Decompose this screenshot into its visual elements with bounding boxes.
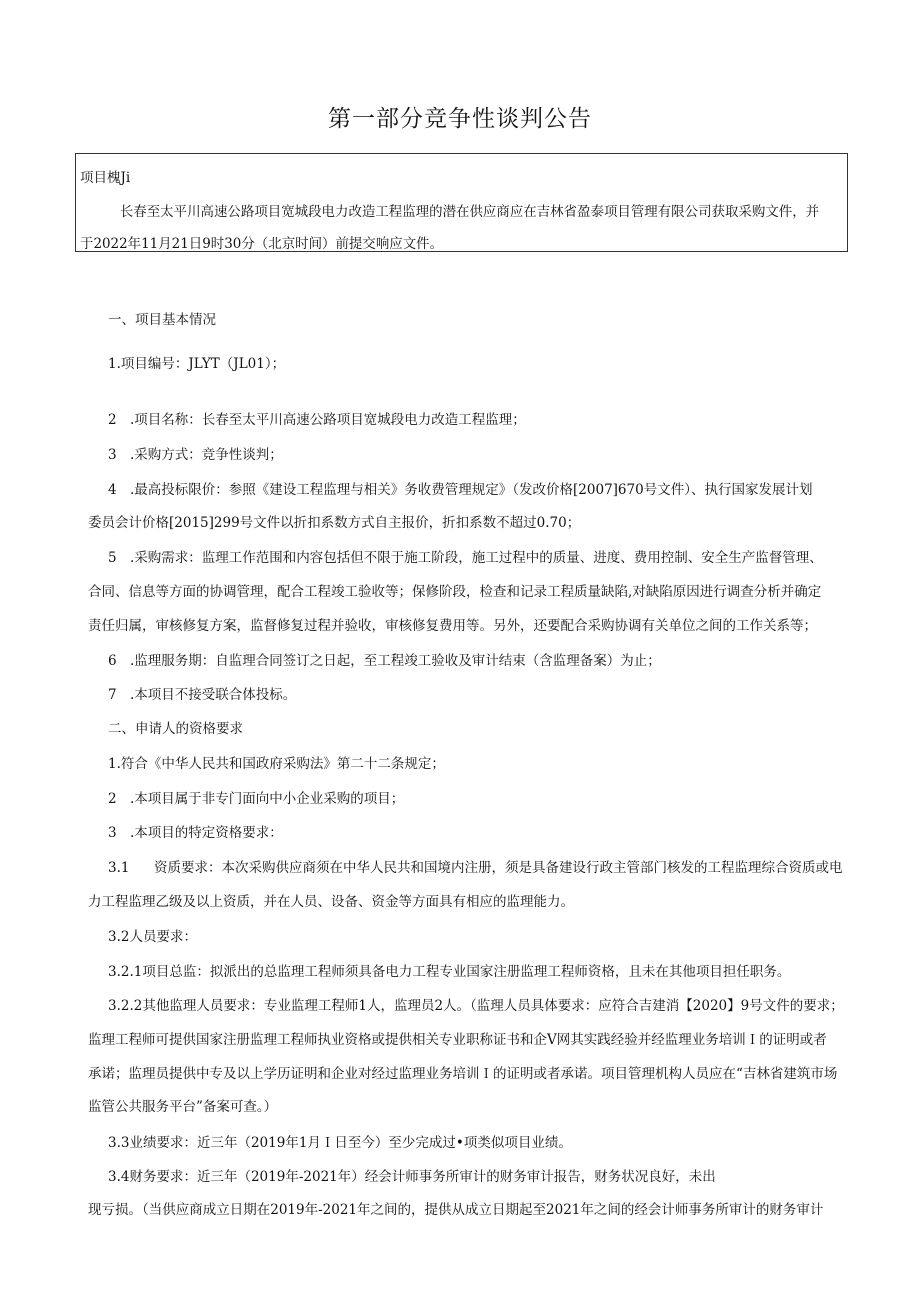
item-4-price-cap — [108, 480, 812, 500]
item-number: 3.1 — [108, 860, 130, 876]
item-5-line-2: 合同、信息等方面的协调管理，配合工程竣工验收等；保修阶段，检查和记录工程质量缺陷,对缺陷原因进行调查分析并确定 — [88, 584, 822, 600]
req-3-1-line-2: 力工程监理乙级及以上资质，并在人员、设备、资金等方面具有相应的监理能力。 — [88, 894, 574, 910]
req-3-2-2-line-3: 承诺；监理员提供中专及以上学历证明和企业对经过监理业务培训Ｉ的证明或者承诺。项目管理机构人员应在“吉林省建筑市场 — [88, 1066, 838, 1082]
box-line-1: 长春至太平川高速公路项目宽城段电力改造工程监理的潜在供应商应在吉林省盈泰项目管理有限公司获取采购文件，并 — [119, 204, 820, 220]
item-3-procurement-method — [108, 445, 283, 465]
item-number: 2 — [108, 412, 117, 428]
item-text: .采购需求：监理工作范围和内容包括但不限于施工阶段，施工过程中的质量、进度、费用控制、安全生产监督管理、 — [130, 550, 823, 566]
item-1-project-number: 1.项目编号：JLYT（JL01）； — [108, 356, 286, 372]
announcement-box — [75, 153, 848, 252]
item-text: .最高投标限价：参照《建设工程监理与相关》务收费管理规定》（发改价格[2007]670号文件）、执行国家发展计划 — [130, 482, 813, 498]
item-text: .监理服务期：自监理合同签订之日起，至工程竣工验收及审计结束（含监理备案）为止； — [130, 653, 661, 669]
item-4-line-2: 委员会计价格[2015]299号文件以折扣系数方式自主报价，折扣系数不超过0.70； — [88, 515, 581, 531]
item-text: 资质要求：本次采购供应商须在中华人民共和国境内注册，须是具备建设行政主管部门核发的工程监理综合资质或电 — [154, 860, 843, 876]
item-number: 4 — [108, 482, 117, 498]
req-3-4-line-2: 现亏损。（当供应商成立日期在2019年-2021年之间的，提供从成立日期起至2021年之间的经会计师事务所审计的财务审计 — [88, 1202, 824, 1218]
item-5-line-3: 责任归属，审核修复方案，监督修复过程并验收，审核修复费用等。另外，还要配合采购协调有关单位之间的工作关系等； — [88, 618, 817, 634]
req-3-2-2-line-4: 监管公共服务平台”备案可查。） — [88, 1099, 278, 1115]
item-text: .本项目不接受联合体投标。 — [130, 687, 297, 703]
item-number: 2 — [108, 791, 117, 807]
item-2-project-name — [108, 410, 526, 430]
qual-item-3 — [108, 823, 283, 843]
item-text: .采购方式：竞争性谈判； — [130, 447, 283, 463]
item-text: .本项目的特定资格要求： — [130, 825, 283, 841]
box-heading: 项目槐Ji — [80, 170, 131, 186]
item-5-requirements — [108, 548, 823, 568]
item-7-no-consortium — [108, 685, 296, 705]
req-3-2-2-other-staff: 3.2.2其他监理人员要求：专业监理工程师1人，监理员2人。（监理人员具体要求：应符合吉建消【2020】9号文件的要求； — [108, 998, 844, 1014]
item-number: 5 — [108, 550, 117, 566]
req-3-1-qualification — [108, 858, 843, 878]
item-text: .项目名称：长春至太平川高速公路项目宽城段电力改造工程监理； — [130, 412, 526, 428]
req-3-2-personnel: 3.2人员要求： — [108, 929, 197, 945]
page-title: 第一部分竞争性谈判公告 — [328, 106, 592, 132]
box-body — [80, 196, 845, 260]
req-3-4-financial: 3.4财务要求：近三年（2019年-2021年）经会计师事务所审计的财务审计报告，财务状况良好，未出 — [108, 1169, 716, 1185]
req-3-2-2-line-2: 监理工程师可提供国家注册监理工程师执业资格或提供相关专业职称证书和企Ⅴ网其实践经验并经监理业务培训Ｉ的证明或者 — [88, 1032, 827, 1048]
req-3-2-1-director: 3.2.1项目总监：拟派出的总监理工程师须具备电力工程专业国家注册监理工程师资格，且未在其他项目担任职务。 — [108, 964, 791, 980]
section-2-heading: 二、申请人的资格要求 — [108, 721, 243, 737]
box-line-2: 于2022年11月21日9时30分（北京时间）前提交响应文件。 — [80, 236, 444, 252]
item-6-service-period — [108, 651, 661, 671]
req-3-3-performance: 3.3业绩要求：近三年（2019年1月Ｉ日至今）至少完成过•项类似项目业绩。 — [108, 1135, 572, 1151]
qual-item-2 — [108, 789, 404, 809]
qual-item-1: 1.符合《中华人民共和国政府采购法》第二十二条规定； — [108, 756, 445, 772]
item-number: 3 — [108, 825, 117, 841]
item-number: 3 — [108, 447, 117, 463]
section-1-heading: 一、项目基本情况 — [108, 312, 216, 328]
item-number: 7 — [108, 687, 117, 703]
item-text: .本项目属于非专门面向中小企业采购的项目； — [130, 791, 405, 807]
item-number: 6 — [108, 653, 117, 669]
